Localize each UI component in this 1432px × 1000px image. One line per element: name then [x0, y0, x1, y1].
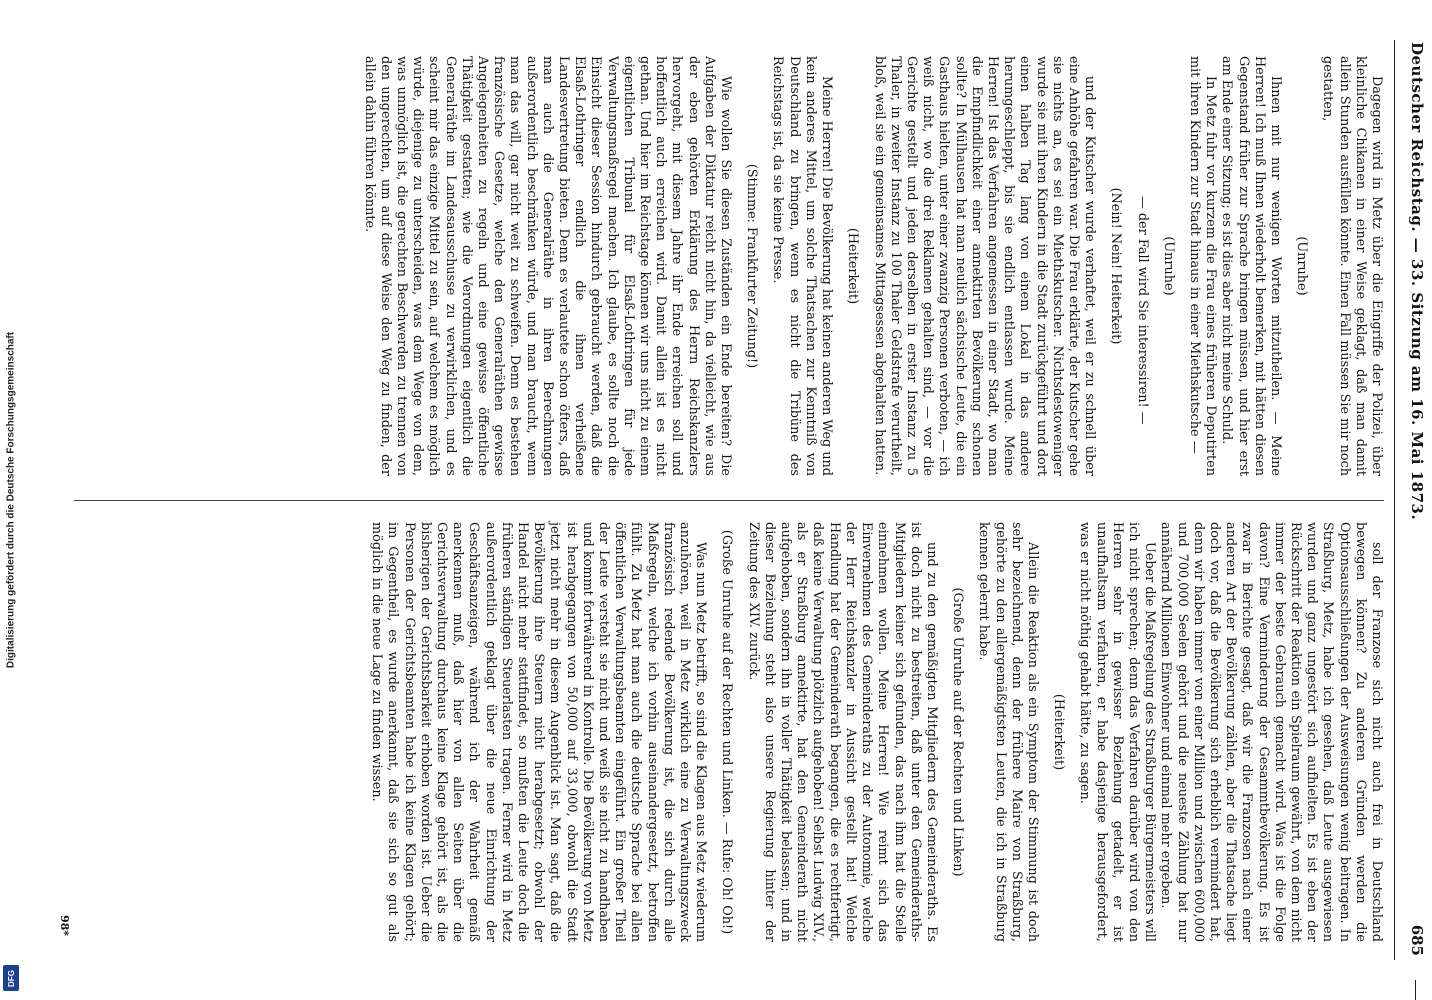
interjection: (Große Unruhe auf der Rechten und Linken) — [950, 587, 966, 877]
page-signature: 98* — [58, 914, 71, 936]
watermark-strip — [0, 0, 22, 1000]
right-column — [368, 522, 1384, 942]
interjection: (Unruhe) — [1160, 236, 1176, 296]
paragraph: Allein die Reaktion als ein Symptom der Stimmung ist doch sehr bezeichnend, denn der frühere Maire von Straßburg, gehörte zu den allergemäßigtsten Leuten, die ich in Straßburg kennen gelernt habe. — [976, 522, 1040, 942]
paragraph: soll der Franzose sich nicht auch frei in Deutschland bewegen können? Zu anderen Gründen werden die Optionsausschließungen der Ausweisungen wenig beitragen. In Straßburg, Metz, habe ich gesehen, daß Leute ausgewiesen wurden und ganz ungestört sich aufhielten. Es ist eben der Rückschritt der Reaktion ein Spielraum gewährt, von dem nicht immer der beste Gebrauch gemacht wird. Was ist die Folge davon? Eine Verminderung der Gesammtbevölkerung. Es ist zwar in Berichte gesagt, daß wir die Franzosen nach einer anderen Art der Bevölkerung zählen, aber die Thatsache liegt doch vor, daß die Bevölkerung sich erheblich vermindert hat, denn wir haben immer von einer Million und zwischen 600,000 und 700,000 Seelen gehört und die neueste Zählung hat nur annähernd Millionen Einwohner und einmal mehr ergeben. — [1158, 522, 1384, 942]
header-rule — [1394, 40, 1395, 960]
scanned-page — [28, 0, 1432, 1000]
paragraph: und der Kutscher wurde verhaftet, weil er zu schnell über eine Anhöhe gefahren war. Die Frau erklärte, der Kutscher gehe sie nichts an, es sei ein Miethskutscher. Nichtsdestoweniger wurde sie mit ihren Kindern in die Stadt zurückgeführt und dort einen halben Tag lang von einem Lokal in das andere herumgeschleppt, bis sie endlich entlassen wurde. Meine Herren! Ist das Verfahren angemessen in einer Stadt, wo man die Empfindlichkeit einer annektirten Bevölkerung schonen sollte? In Mülhausen hat man neulich sächsische Leute, die ein Gasthaus hielten, unter einer zwanzig Personen verboten, — ich weiß nicht, wo die drei Reklamen gehalten sind, — vor die Gerichte gestellt und jeden derselben in erster Instanz zu 5 Thaler, in zweiter Instanz zu 100 Thaler Geldstrafe verurtheilt, bloß, weil sie ein gemeinsames Mittagsessen abgehalten hatten. — [871, 56, 1098, 476]
column-divider — [74, 500, 1384, 501]
dfg-logo-icon: DFG — [3, 965, 19, 991]
interjection: (Große Unruhe auf der Rechten und Linken. — Rufe: Oh! Oh!) — [719, 529, 735, 935]
interjection: (Heiterkeit) — [1051, 693, 1067, 771]
left-column — [360, 56, 1384, 476]
paragraph: — der Fall wird Sie interessiren! — — [1134, 196, 1150, 425]
paragraph: und zu den gemäßigten Mitgliedern des Gemeinderaths. Es ist doch nicht zu bestreiten, daß unter den Gemeinderaths-Mitgliedern keiner sich gefunden, das nach ihm hat die Stelle einnehmen wollen. Meine Herren! Wie reimt sich das Einvernehmen des Gemeinderaths zu der Autonomie, welche der Herr Reichskanzler in Aussicht gestellt hat! Welche Handlung hat der Gemeinderath begangen, die es rechtfertigt, daß keine Verwaltung plötzlich aufgehoben! Selbst Ludwig XIV., als er Straßburg annektirte, hat den Gemeinderath nicht aufgehoben, sondern ihn in voller Thätigkeit belassen; und in dieser Beziehung steht also unsere Regierung hinter der Zeitung des XIV. zurück. — [745, 522, 939, 942]
interjection: (Stimme: Frankfurter Zeitung!) — [744, 163, 760, 369]
paragraph: Ihnen mit nur wenigen Worten mitzutheilen. — Meine Herren! Ich muß Ihnen wiederholt bemerken, mit hätten diesen Gegenstand früher zur Sprache bringen müssen, und hier erst am Ende einer Sitzung; es ist dies aber nicht meine Schuld. — [1219, 56, 1283, 476]
page-header-title: Deutscher Reichstag. — 33. Sitzung am 16. Mai 1873. — [1408, 42, 1426, 521]
paragraph: Dagegen wird in Metz über die Eingriffe der Polizei, über kleinliche Chikanen in einer Weise geklagt, daß man damit allein Stunden ausfüllen könnte. Einen Fall müssen Sie mir noch gestatten, — [1320, 56, 1384, 476]
interjection: (Nein! Nein! Heiterkeit) — [1108, 187, 1124, 345]
interjection: (Heiterkeit) — [845, 227, 861, 305]
paragraph: In Metz fuhr vor kurzem die Frau eines früheren Deputirten mit ihren Kindern zur Stadt hinaus in einer Miethskutsche — — [1186, 56, 1219, 476]
paragraph: Ueber die Maßregelung des Straßburger Bürgermeisters will ich nicht sprechen; denn das Verfahren darüber wird von den Herren sehr in gewisser Beziehung getadelt, er ist unaufhaltsam verfahren, er habe dasjenige herausgefordert, was er nicht nöthig gehabt hätte, zu sagen. — [1077, 522, 1158, 942]
paragraph: Meine Herren! Die Bevölkerung hat keinen anderen Weg und kein anderes Mittel, um solche Thatsachen zur Kenntniß von Deutschland zu bringen, wenn es nicht die Tribüne des Reichstags ist, da sie keine Presse. — [770, 56, 835, 476]
watermark-text: Digitalisierung gefördert durch die Deutsche Forschungsgemeinschaft — [5, 331, 17, 669]
paragraph: Was nun Metz betrifft, so sind die Klagen aus Metz wiederum anzuhören, weil in Metz wirklich eine zu Verwaltungszweck französisch redende Bevölkerung ist, die sich durch alle Maßregeln, welche ich vorhin auseinandergesetzt, betroffen fühlt. Zu Metz hat man auch die deutsche Sprache bei allen öffentlichen Verwaltungsbeamten eingeführt. Ein großer Theil der Leute versteht sie nicht und weiß sie nicht zu handhaben und kommt fortwährend in Kontrolle. Die Bevölkerung von Metz ist herabgegangen von 50,000 auf 33,000, obwohl die Stadt jetzt nicht mehr in diesem Augenblick ist. Man sagt, daß die Bevölkerung ihre Steuern nicht herabgesetzt; obwohl der Handel nicht mehr stattfindet, so mußten die Leute doch die früheren ständigen Steuerlasten tragen. Ferner wird in Metz außerordentlich geklagt über die neue Einrichtung der Geschäftsanzeigen, während ich der Wahrheit gemäß anerkennen muß, daß hier von allen Seiten über die Gerichtsverwaltung durchaus keine Klage gehört ist, als die bisherigen der Gerichtsbarkeit erhoben worden ist. Ueber die Personen der Gerichtsbeamten habe ich keine Klagen gehört; im Gegentheil, es wurde anerkannt, daß sie sich so gut als möglich in die neue Lage zu finden wissen. — [369, 522, 709, 943]
corner-mark — [1415, 980, 1416, 1000]
paragraph: Wie wollen Sie diesen Zuständen ein Ende bereiten? Die Aufgaben der Diktatur reicht nicht hin, da vielleicht, wie aus der eben gehörten Erklärung des Herrn Reichskanzlers hervorgeht, mit diesem Jahre ihr Ende erreichen soll und hoffentlich auch erreichen wird. Damit allein ist es nicht gethan. Und hier im Reichstage können wir uns nicht zu einem eigentlichen Tribunal für Elsaß-Lothringen für jede Verwaltungsmaßregel machen. Ich glaube, es sollte noch die Einsicht dieser Session hindurch gebraucht werden, daß die Elsaß-Lothringer endlich die ihnen verheißene Landesvertretung bieten. Denn es verlautete schon öfters, daß man auch die Generalräthe in ihren Berechnungen außerordentlich beschränken würde, und man braucht, wenn man das will, gar nicht weit zu schweifen. Denn es bestehen französische Gesetze, welche den Generalräthen gewisse Angelegenheiten zu regeln und eine gewisse öffentliche Thätigkeit gestatten; wie die Verordnungen eigentlich die Generalräthe im Landesausschusse zu verwirklichen, und es scheint mir das einzige Mittel zu sein, auf welchem es möglich würde, diejenige zu unterscheiden, was dem Wege von dem, was unmöglich ist, die gerechten Beschwerden zu trennen von den ungerechten, um auf diese Weise den Weg zu finden, der allein dahin führen könnte. — [361, 56, 734, 476]
page-number: 685 — [1408, 924, 1426, 956]
interjection: (Unruhe) — [1294, 236, 1310, 296]
